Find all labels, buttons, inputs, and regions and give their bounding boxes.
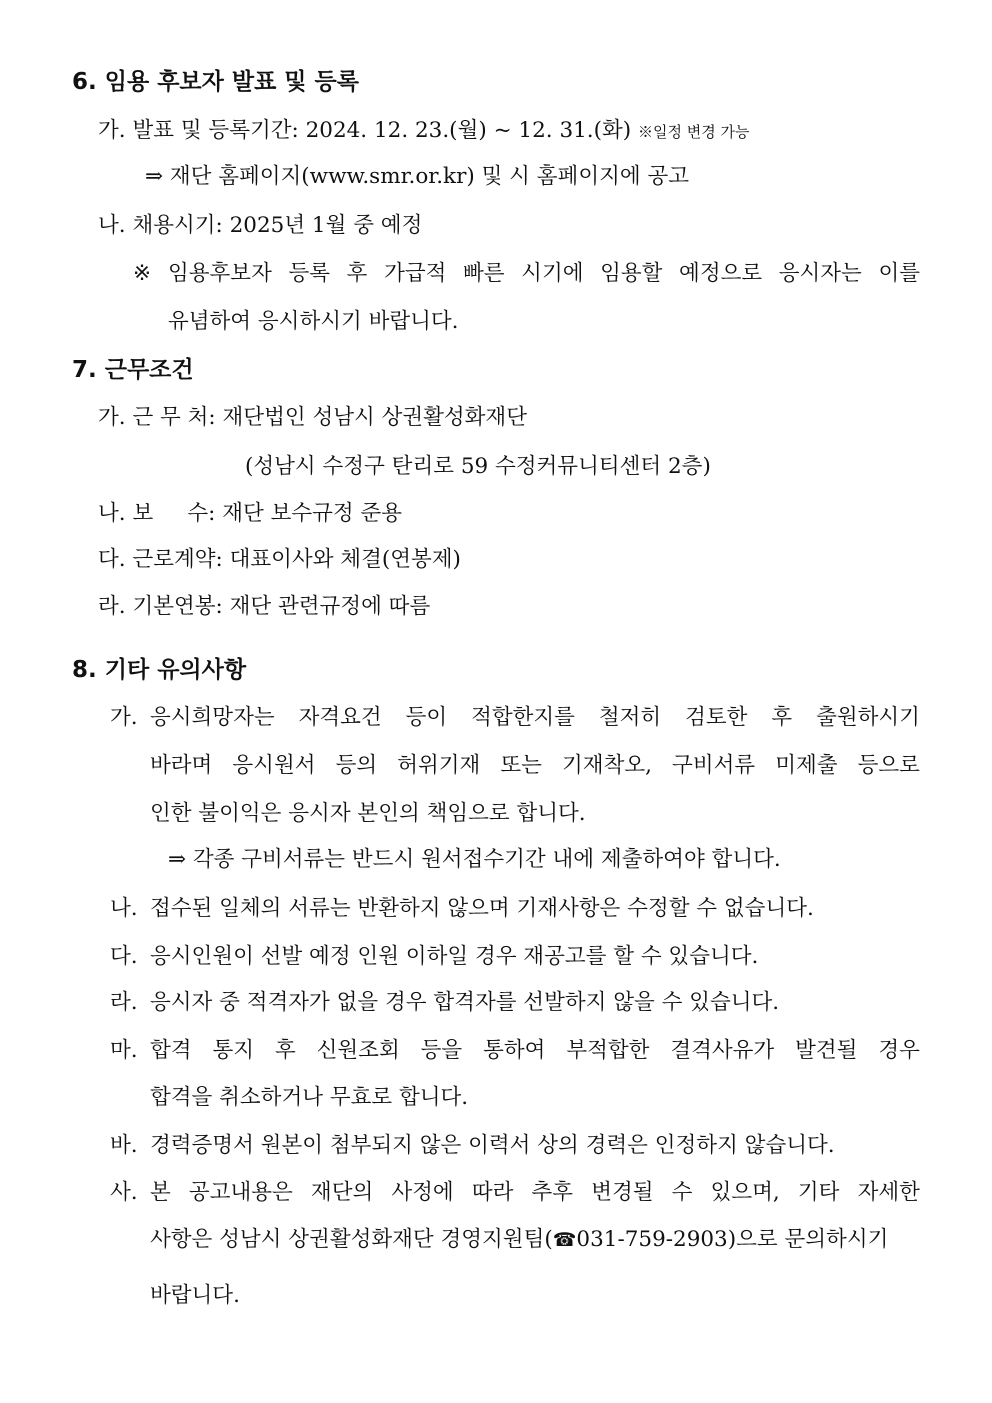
word: 등의 — [335, 753, 378, 778]
s6-note-mark: ※ — [133, 261, 152, 286]
word: 응시자는 — [778, 261, 862, 286]
word: 추후 — [531, 1180, 574, 1205]
word: 등으로 — [857, 753, 920, 778]
word: 임용후보자 — [168, 261, 272, 286]
item-label: 가. — [98, 405, 126, 430]
workplace-address: (성남시 수정구 탄리로 59 수정커뮤니티센터 2층) — [245, 454, 711, 479]
s7-item-c — [98, 545, 461, 575]
s8-a-line2 — [150, 751, 920, 781]
item-label: 나. — [98, 213, 126, 238]
word: 등이 — [405, 705, 448, 730]
s8-e-line1 — [150, 1036, 920, 1066]
item-key: 기본연봉: — [132, 594, 223, 619]
schedule-change-note: ※일정 변경 가능 — [638, 123, 750, 141]
word: 등록 — [288, 261, 331, 286]
contact-text-tail: )으로 문의하시기 — [727, 1227, 889, 1252]
word: 출원하시기 — [816, 705, 920, 730]
word: 구비서류 — [672, 753, 756, 778]
s8-label-g: 사. — [110, 1180, 138, 1205]
s8-c-text: 응시인원이 선발 예정 인원 이하일 경우 재공고를 할 수 있습니다. — [150, 944, 759, 969]
word: 결격사유가 — [670, 1038, 775, 1063]
section-8-title: 8. 기타 유의사항 — [72, 657, 247, 683]
section-6-title: 6. 임용 후보자 발표 및 등록 — [72, 69, 359, 95]
s8-b-text: 접수된 일체의 서류는 반환하지 않으며 기재사항은 수정할 수 없습니다. — [150, 896, 814, 921]
word: 기재착오, — [562, 753, 652, 778]
word: 통하여 — [483, 1038, 546, 1063]
s7-item-d — [98, 592, 430, 622]
word: 신원조회 — [316, 1038, 400, 1063]
word: 본 — [150, 1180, 171, 1205]
s8-d-text: 응시자 중 적격자가 없을 경우 합격자를 선발하지 않을 수 있습니다. — [150, 990, 780, 1015]
word: 시기에 — [521, 261, 584, 286]
s8-label-d: 라. — [110, 990, 138, 1015]
s8-label-f: 바. — [110, 1133, 138, 1158]
contact-text: 사항은 성남시 상권활성화재단 경영지원팀( — [150, 1227, 553, 1252]
word: 후 — [274, 1038, 296, 1063]
word: 응시희망자는 — [150, 705, 275, 730]
s8-label-e: 마. — [110, 1038, 138, 1063]
word: 허위기재 — [397, 753, 481, 778]
word: 있으며, — [710, 1180, 780, 1205]
word: 수 — [671, 1180, 693, 1205]
word: 공고내용은 — [188, 1180, 293, 1205]
s8-label-a: 가. — [110, 705, 138, 730]
s8-e-line2: 합격을 취소하거나 무효로 합니다. — [150, 1085, 469, 1110]
word: 자격요건 — [298, 705, 382, 730]
s8-g-line1 — [150, 1178, 920, 1208]
s6-item-a — [98, 116, 750, 147]
item-key: 근로계약: — [132, 547, 223, 572]
word: 등을 — [420, 1038, 463, 1063]
word: 적합한지를 — [471, 705, 575, 730]
item-label: 라. — [98, 594, 126, 619]
item-text: 발표 및 등록기간: 2024. 12. 23.(월) ~ 12. 31.(화) — [132, 118, 632, 143]
word: 예정으로 — [679, 261, 763, 286]
s6-item-a-sub: ⇒ 재단 홈페이지(www.smr.or.kr) 및 시 홈페이지에 공고 — [145, 164, 689, 189]
item-value: 재단 보수규정 준용 — [222, 501, 403, 526]
s8-label-c: 다. — [110, 944, 138, 969]
word: 발견될 — [795, 1038, 858, 1063]
word: 임용할 — [600, 261, 663, 286]
item-text: 채용시기: 2025년 1월 중 예정 — [132, 213, 423, 238]
item-key: 근 무 처: — [132, 405, 216, 430]
word: 후 — [771, 705, 793, 730]
word: 사정에 — [391, 1180, 454, 1205]
section-7-title: 7. 근무조건 — [72, 357, 194, 383]
word: 따라 — [471, 1180, 514, 1205]
word: 이를 — [878, 261, 920, 286]
word: 재단의 — [310, 1180, 374, 1205]
s8-label-b: 나. — [110, 896, 138, 921]
s8-a-line3: 인한 불이익은 응시자 본인의 책임으로 합니다. — [150, 801, 586, 826]
s7-item-a — [98, 403, 527, 433]
item-value: 재단 관련규정에 따름 — [229, 594, 431, 619]
word: 미제출 — [775, 753, 838, 778]
word: 경우 — [878, 1038, 920, 1063]
word: 철저히 — [598, 705, 662, 730]
word: 합격 — [150, 1038, 192, 1063]
word: 또는 — [500, 753, 542, 778]
item-key: 보 수: — [132, 501, 216, 526]
word: 검토한 — [685, 705, 748, 730]
s7-item-b — [98, 499, 402, 529]
s8-a-line1 — [150, 703, 920, 733]
word: 자세한 — [857, 1180, 920, 1205]
s8-a-sub: ⇒ 각종 구비서류는 반드시 원서접수기간 내에 제출하여야 합니다. — [168, 847, 781, 872]
phone-icon: ☎ — [552, 1229, 577, 1251]
word: 부적합한 — [566, 1038, 650, 1063]
s6-item-b — [98, 211, 422, 241]
word: 가급적 — [384, 261, 447, 286]
s8-f-text: 경력증명서 원본이 첨부되지 않은 이력서 상의 경력은 인정하지 않습니다. — [150, 1133, 835, 1158]
item-value: 재단법인 성남시 상권활성화재단 — [222, 405, 527, 430]
item-value: 대표이사와 체결(연봉제) — [229, 547, 461, 572]
word: 변경될 — [591, 1180, 654, 1205]
word: 기타 — [797, 1180, 840, 1205]
s8-g-line3: 바랍니다. — [150, 1283, 240, 1308]
s8-g-line2 — [150, 1225, 888, 1255]
word: 후 — [346, 261, 368, 286]
item-label: 나. — [98, 501, 126, 526]
item-label: 가. — [98, 118, 126, 143]
item-label: 다. — [98, 547, 126, 572]
word: 빠른 — [463, 261, 505, 286]
word: 바라며 — [150, 753, 213, 778]
s6-note-line2: 유념하여 응시하시기 바랍니다. — [168, 309, 459, 334]
phone-number: 031-759-2903 — [576, 1227, 728, 1252]
word: 통지 — [212, 1038, 255, 1063]
s6-note-line1 — [168, 259, 920, 289]
word: 응시원서 — [232, 753, 316, 778]
